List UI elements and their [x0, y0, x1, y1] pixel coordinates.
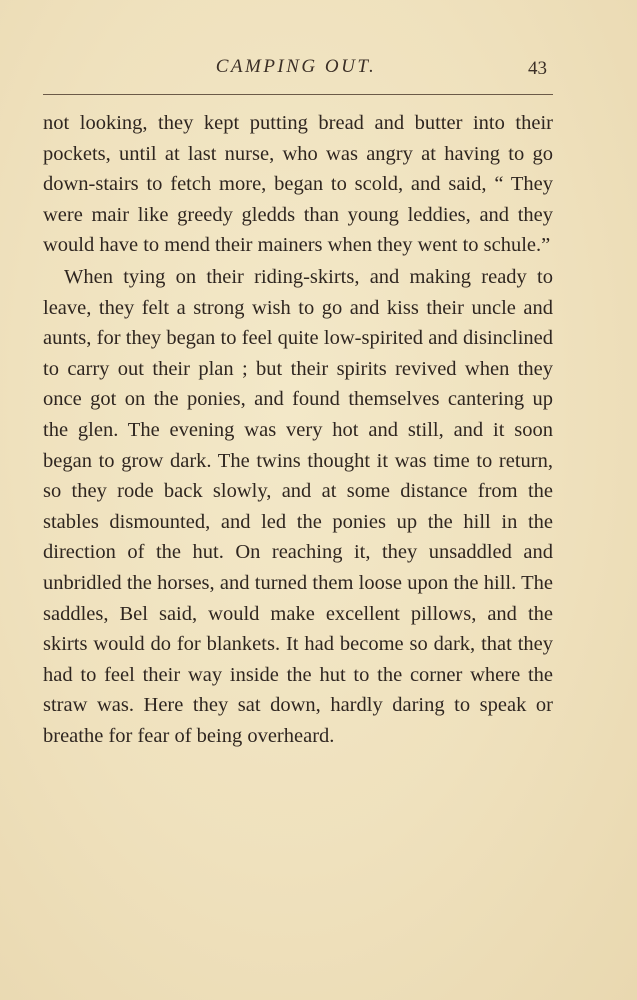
- header-rule: [43, 94, 553, 95]
- page-number: 43: [528, 58, 547, 79]
- paragraph: When tying on their riding-skirts, and making ready to leave, they felt a strong wish to go and kiss their uncle and aunts, for they began to feel quite low-spirited and disinclined to carry out their plan ; but their spirits revived when they once got on the ponies, and found themselves cantering up the glen. The evening was very hot and still, and it soon began to grow dark. The twins thought it was time to return, so they rode back slowly, and at some distance from the stables dismounted, and led the ponies up the hill in the direction of the hut. On reaching it, they unsaddled and unbridled the horses, and turned them loose upon the hill. The saddles, Bel said, would make excellent pillows, and the skirts would do for blankets. It had become so dark, that they had to feel their way inside the hut to the corner where the straw was. Here they sat down, hardly daring to speak or breathe for fear of being overheard.: [43, 265, 553, 747]
- body-text: [43, 108, 553, 751]
- running-head: [0, 56, 637, 84]
- paragraph-continuation: not looking, they kept putting bread and butter into their pockets, until at last nurse, who was angry at having to go down-stairs to fetch more, began to scold, and said, “ They were mair like greedy gledds than young leddies, and they would have to mend their mainers when they went to schule.”: [43, 112, 553, 257]
- running-title: CAMPING OUT.: [215, 56, 377, 77]
